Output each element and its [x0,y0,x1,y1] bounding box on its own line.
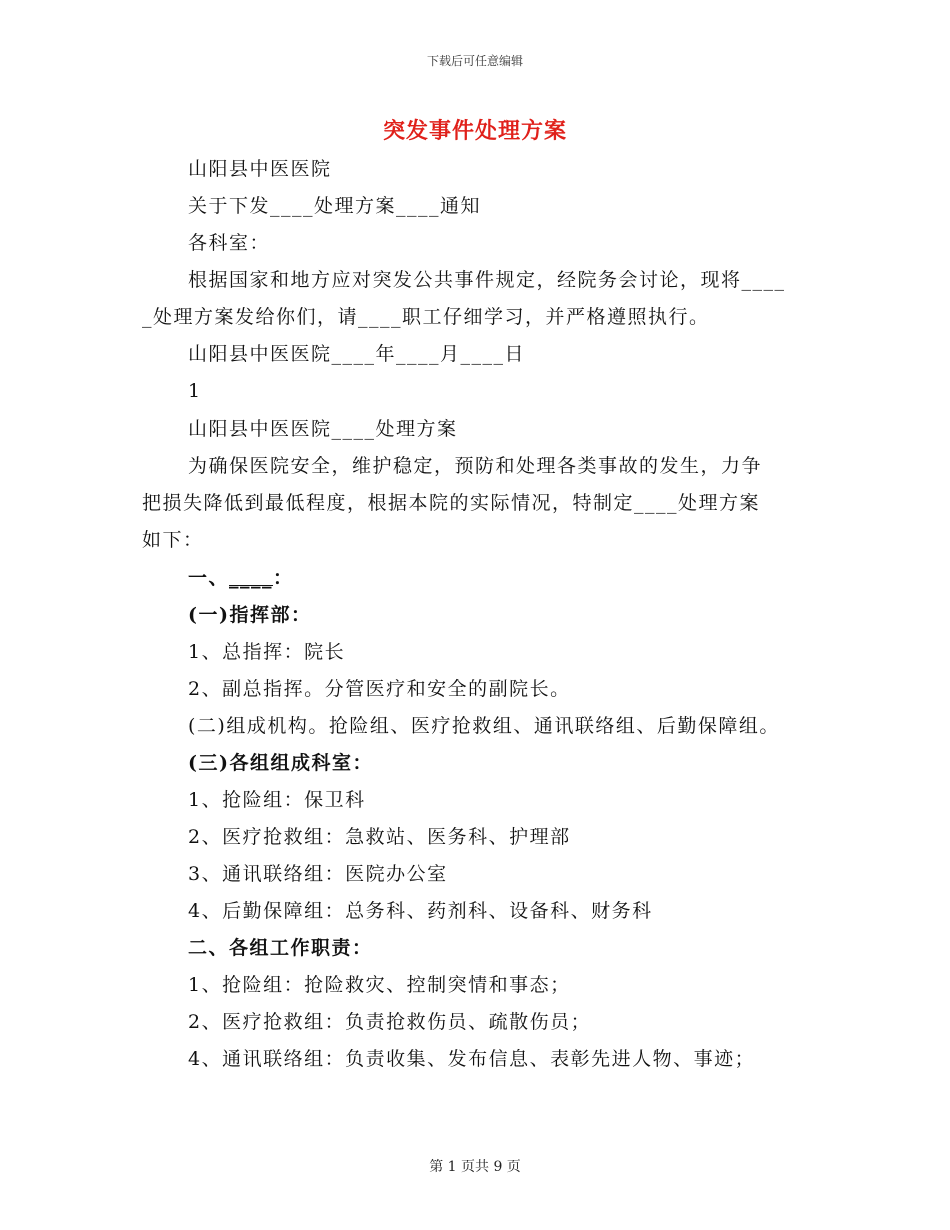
page-number-marker: 1 [188,380,202,402]
body-paragraph-line-1: 根据国家和地方应对突发公共事件规定，经院务会讨论，现将____ [188,269,786,291]
header-note: 下载后可任意编辑 [426,54,523,68]
section-1-heading [188,566,294,590]
hospital-name: 山阳县中医医院 [188,158,332,180]
intro-line-3: 如下： [142,529,204,551]
subsection-organization: (二)组成机构。抢险组、医疗抢救组、通讯联络组、后勤保障组。 [188,715,780,737]
plan-title: 山阳县中医医院____处理方案 [188,418,458,440]
date-line: 山阳县中医医院____年____月____日 [188,343,526,365]
page-footer: 第 1 页共 9 页 [429,1159,521,1175]
list-item: 2、医疗抢救组：负责抢救伤员、疏散伤员； [188,1011,592,1033]
document-title: 突发事件处理方案 [382,118,567,144]
section-2-heading: 二、各组工作职责： [188,937,373,959]
list-item: 2、副总指挥。分管医疗和安全的副院长。 [188,678,571,700]
recipient-line: 各科室： [188,232,271,254]
list-item: 2、医疗抢救组：急救站、医务科、护理部 [188,826,571,848]
subsection-command: (一)指挥部： [188,604,312,626]
list-item: 1、抢险组：抢险救灾、控制突情和事态； [188,974,571,996]
subsection-departments: (三)各组组成科室： [188,752,373,774]
notice-title: 关于下发____处理方案____通知 [188,195,482,217]
section-1-prefix: 一、 [188,567,230,589]
intro-line-1: 为确保医院安全，维护稳定，预防和处理各类事故的发生，力争 [188,455,763,477]
list-item: 3、通讯联络组：医院办公室 [188,863,448,885]
list-item: 4、通讯联络组：负责收集、发布信息、表彰先进人物、事迹； [188,1048,756,1070]
section-1-blank: ____ [229,567,274,589]
body-paragraph-line-2: _处理方案发给你们，请____职工仔细学习，并严格遵照执行。 [142,306,710,328]
intro-line-2: 把损失降低到最低程度，根据本院的实际情况，特制定____处理方案 [142,492,761,514]
list-item: 1、总指挥：院长 [188,641,346,663]
list-item: 1、抢险组：保卫科 [188,789,366,811]
list-item: 4、后勤保障组：总务科、药剂科、设备科、财务科 [188,900,653,922]
section-1-suffix: ： [273,567,294,589]
